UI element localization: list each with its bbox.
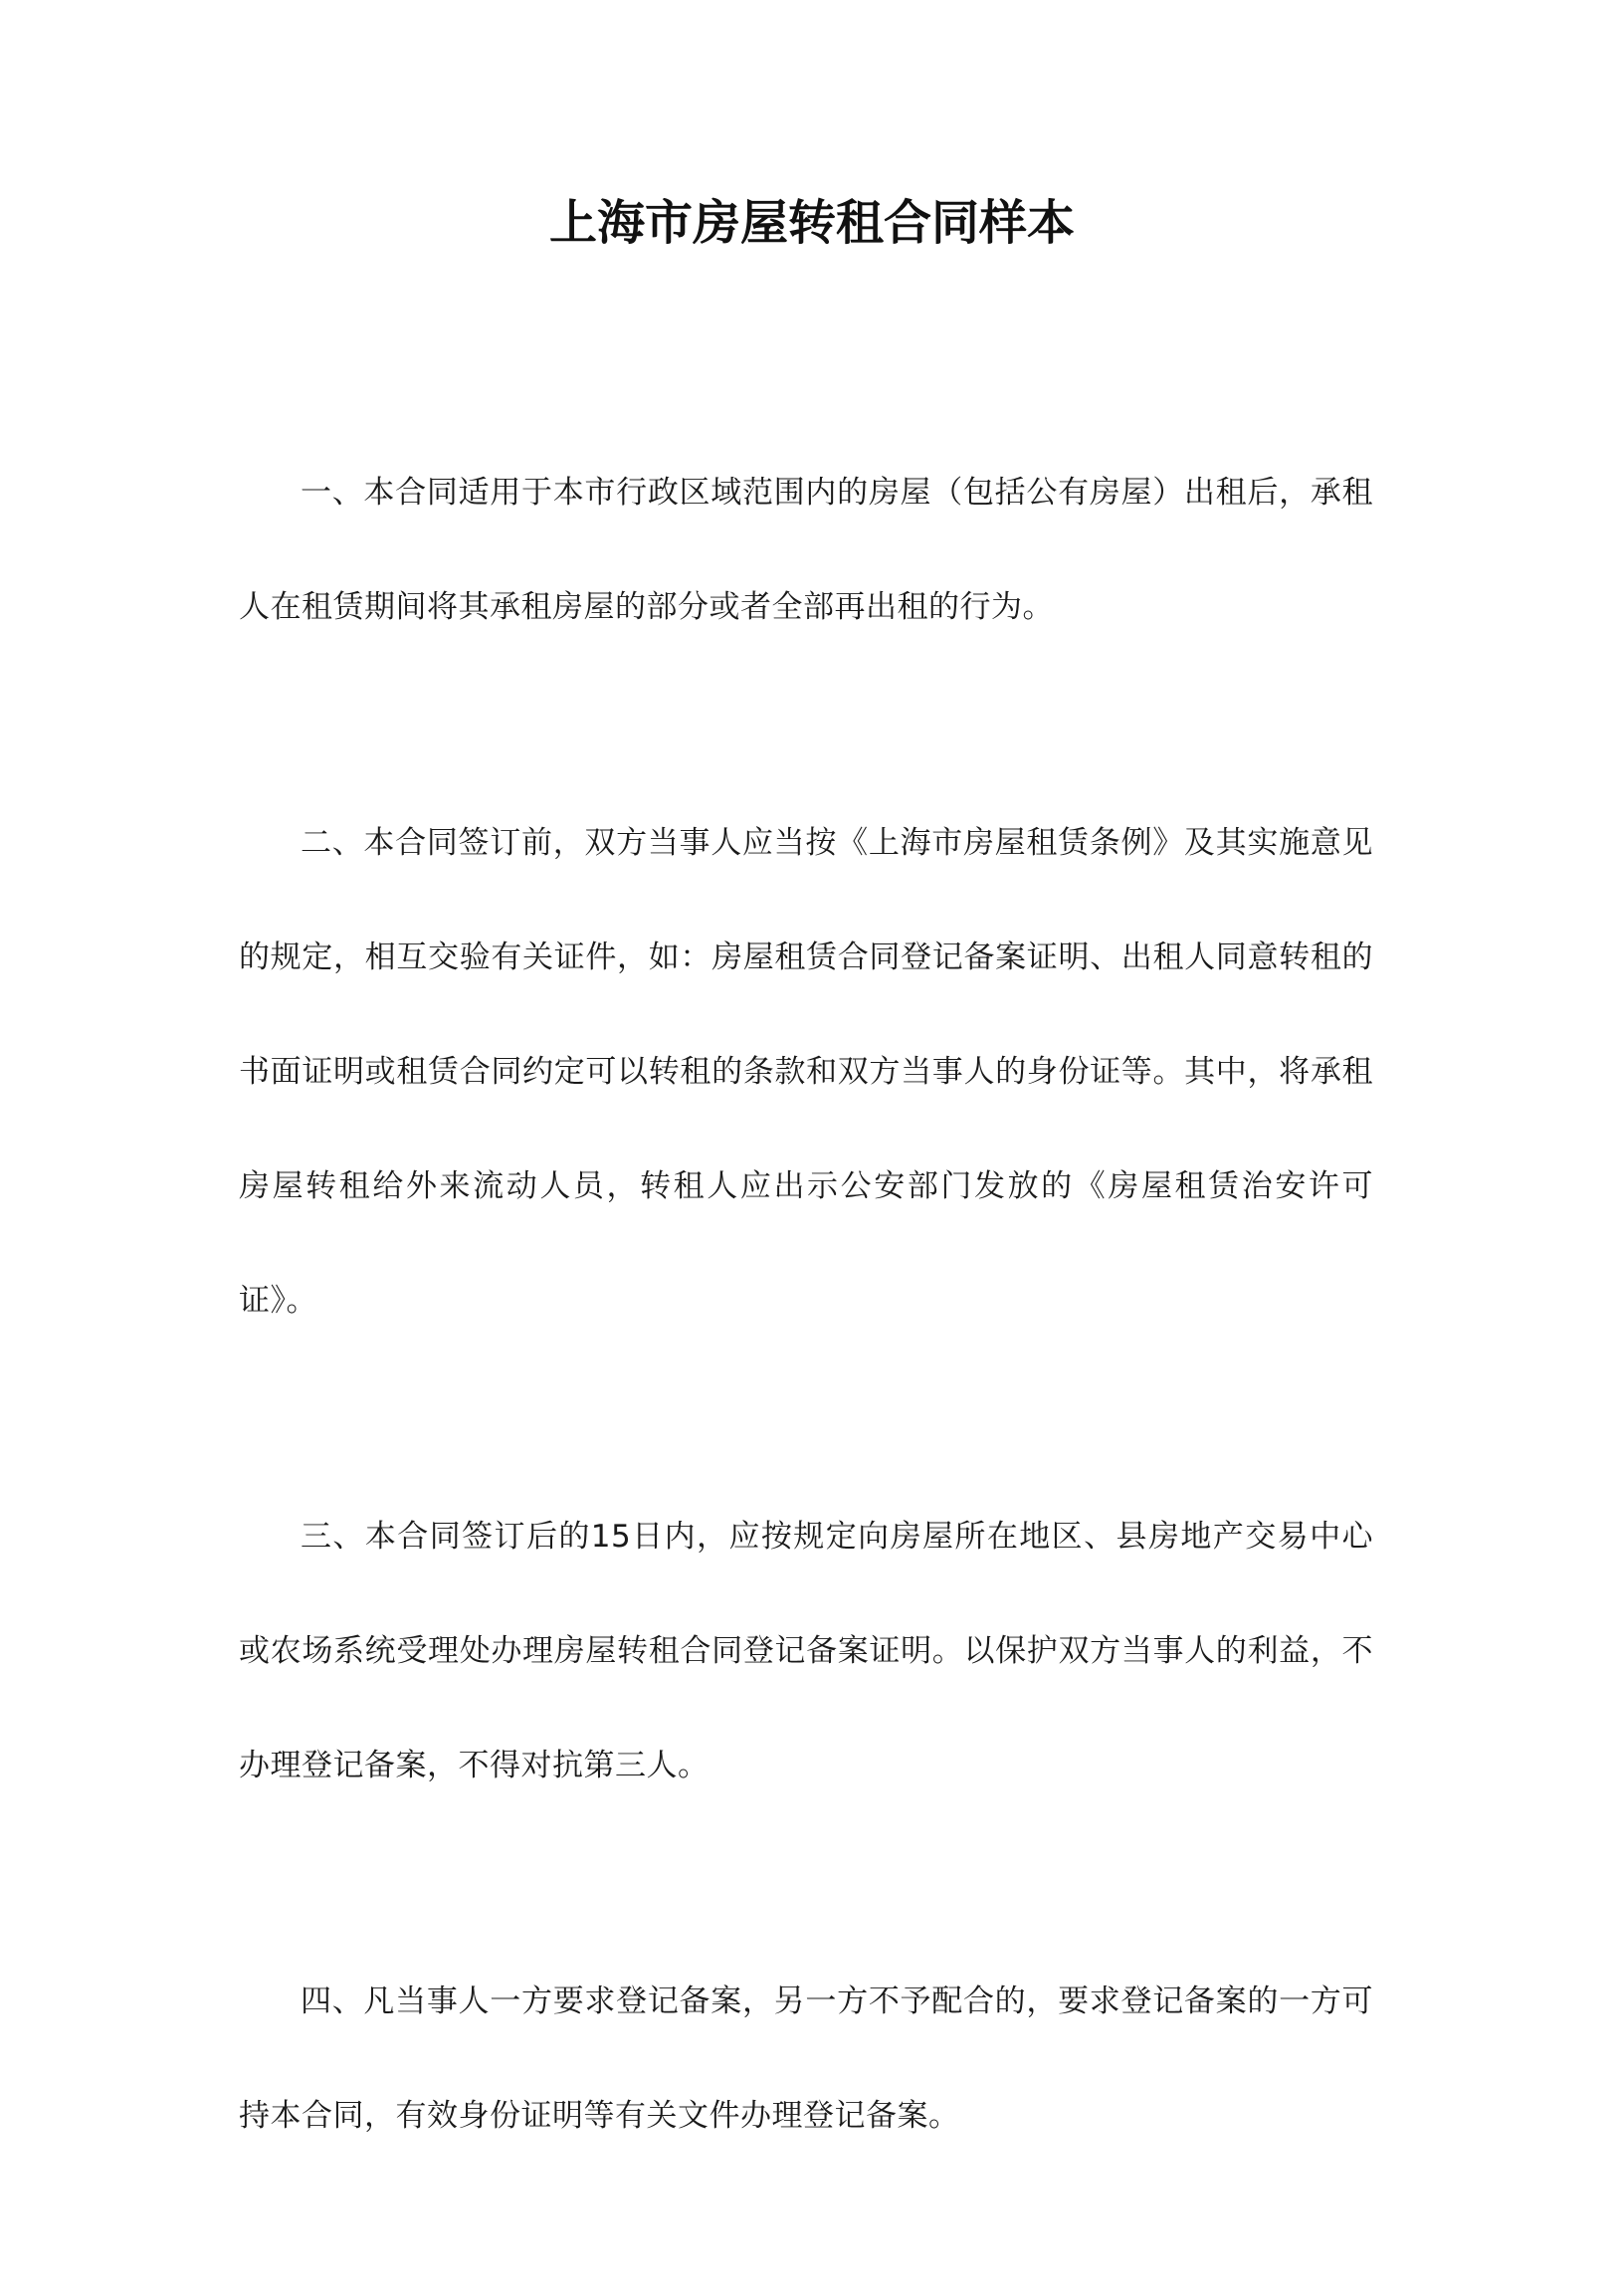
paragraph-1: 一、本合同适用于本市行政区域范围内的房屋（包括公有房屋）出租后，承租人在租赁期间将其承租房屋的部分或者全部再出租的行为。 [239, 475, 1373, 625]
document-title: 上海市房屋转租合同样本 [548, 195, 1075, 251]
paragraph-3: 三、本合同签订后的15日内，应按规定向房屋所在地区、县房地产交易中心或农场系统受理处办理房屋转租合同登记备案证明。以保护双方当事人的利益，不办理登记备案，不得对抗第三人。 [239, 1519, 1373, 1783]
paragraph-4: 四、凡当事人一方要求登记备案，另一方不予配合的，要求登记备案的一方可持本合同，有效身份证明等有关文件办理登记备案。 [239, 1983, 1373, 2134]
paragraph-2: 二、本合同签订前，双方当事人应当按《上海市房屋租赁条例》及其实施意见的规定，相互交验有关证件，如：房屋租赁合同登记备案证明、出租人同意转租的书面证明或租赁合同约定可以转租的条款和双方当事人的身份证等。其中，将承租房屋转租给外来流动人员，转租人应出示公安部门发放的《房屋租赁治安许可证》。 [239, 825, 1373, 1319]
document-body [239, 436, 1373, 2295]
